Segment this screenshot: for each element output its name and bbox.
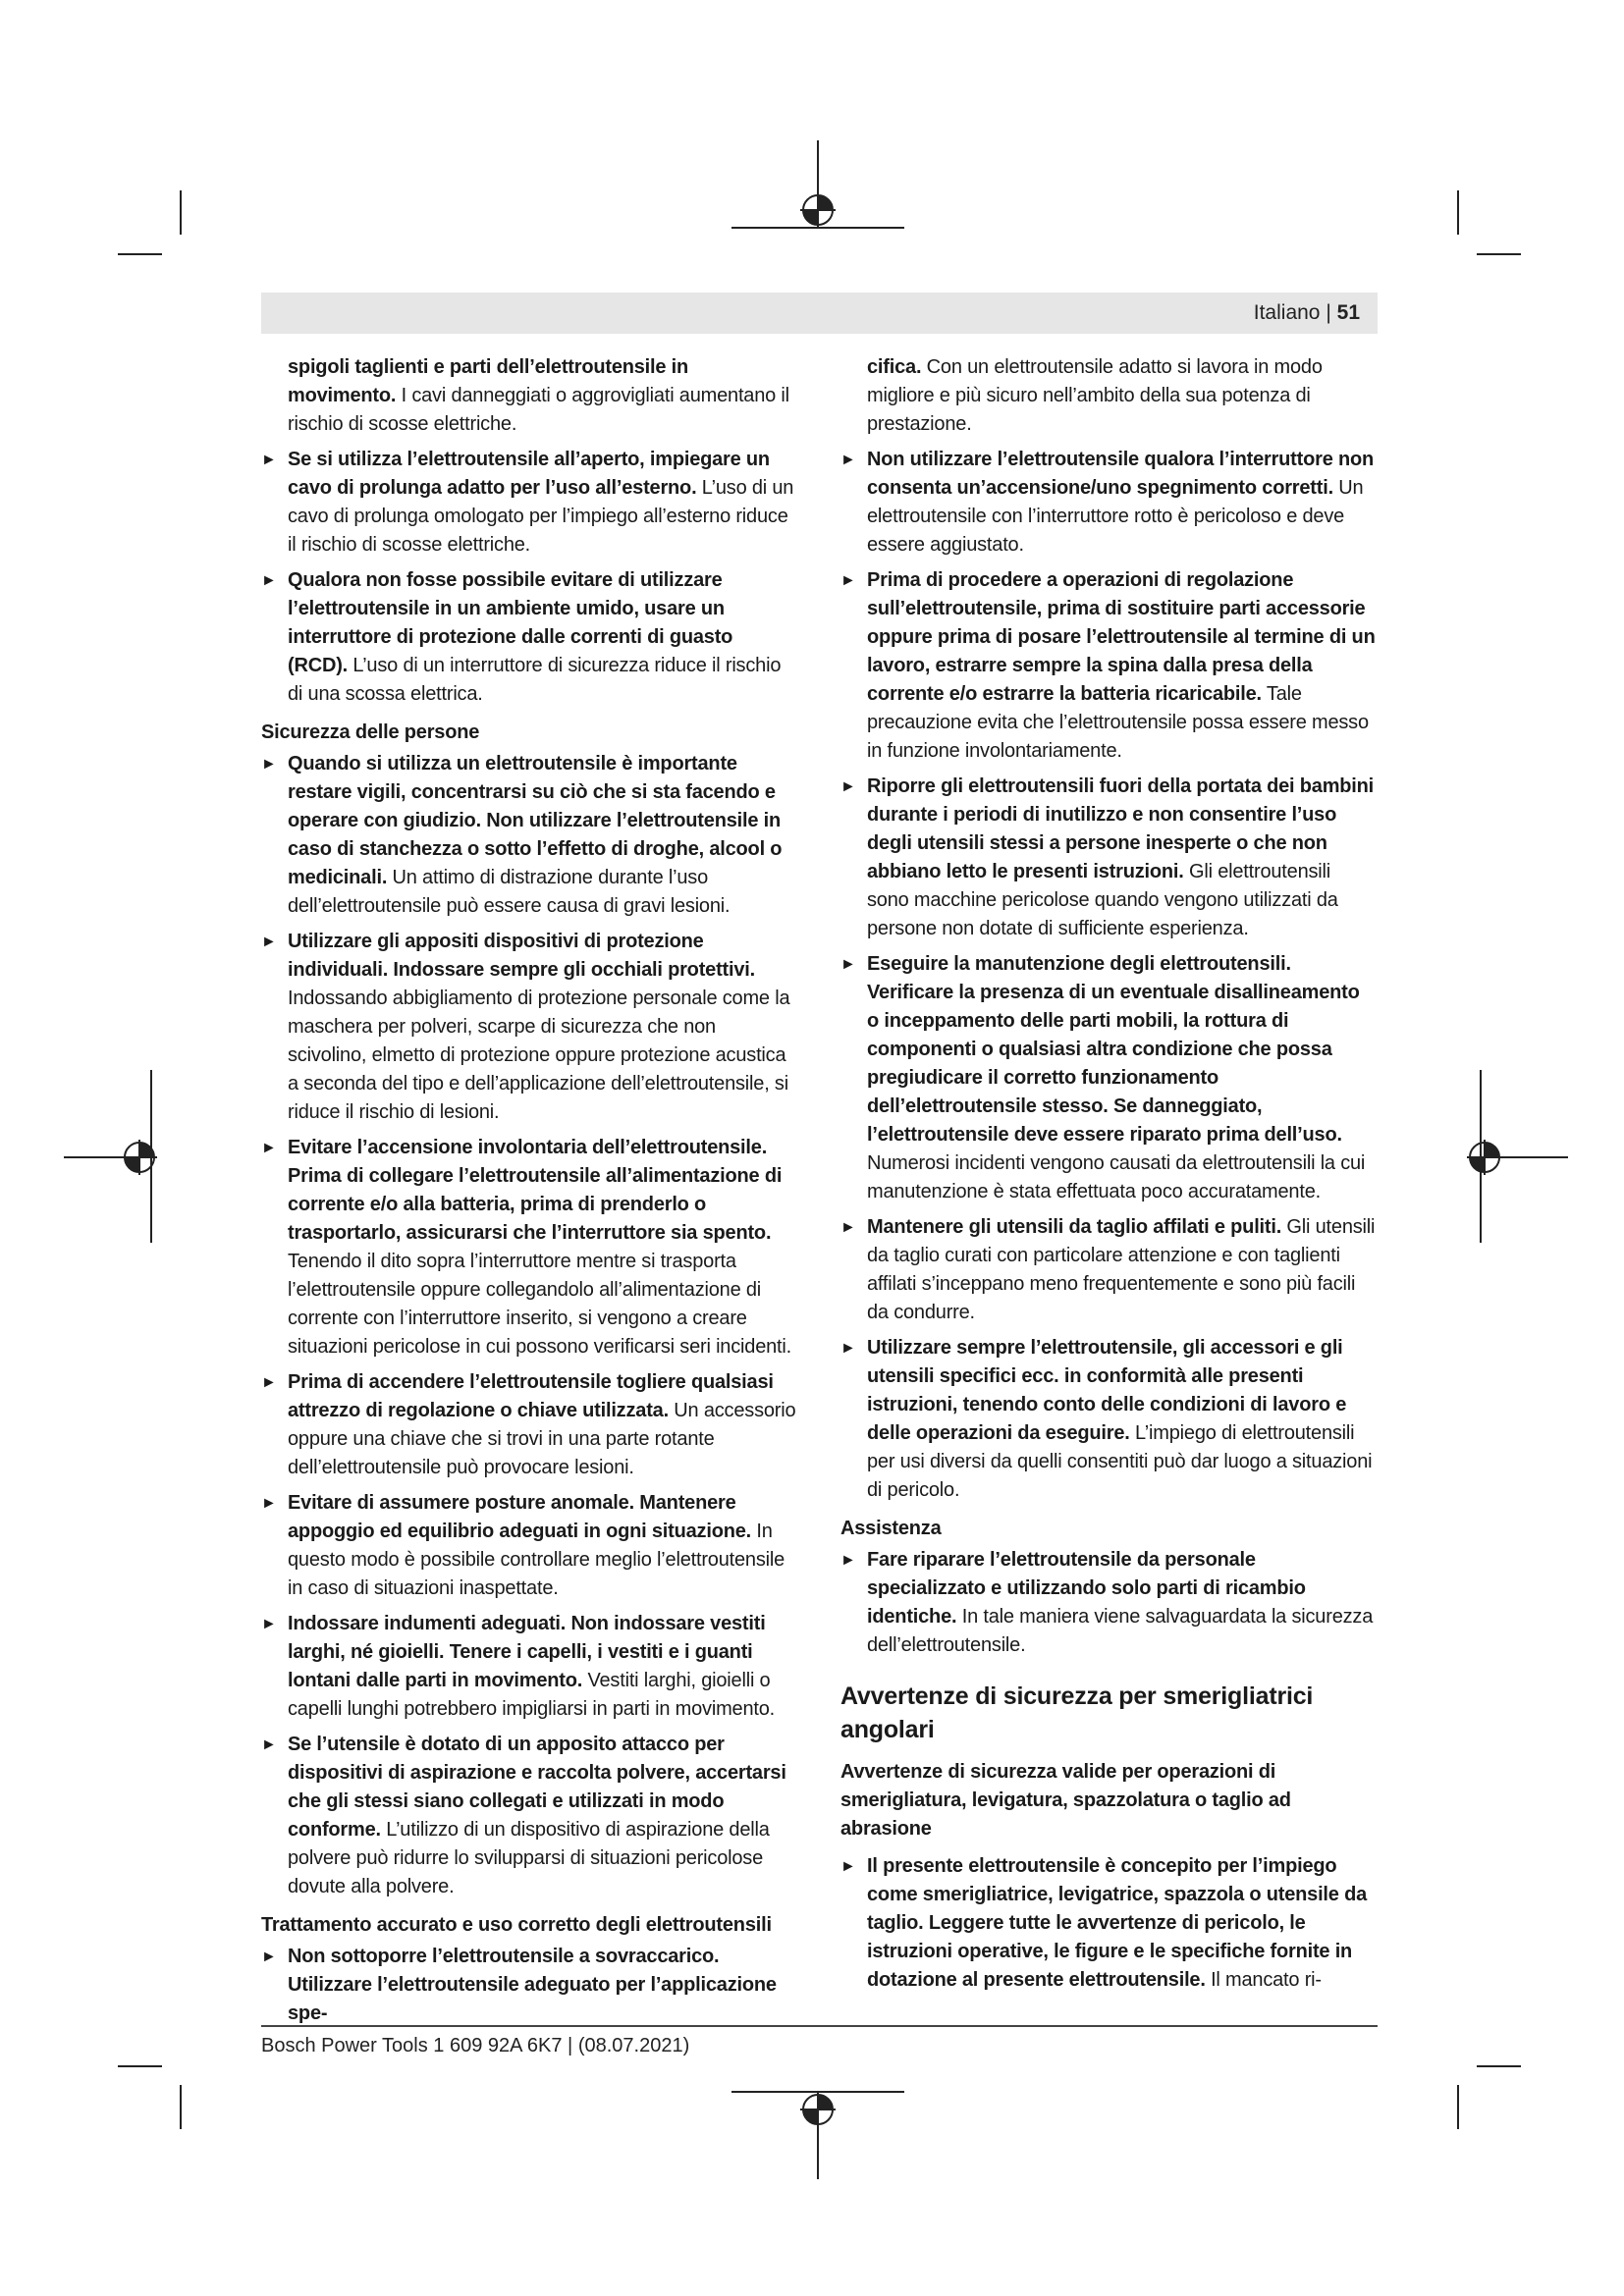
header-text xyxy=(1254,298,1360,328)
item-bold: Se l’utensile è dotato di un apposito attacco per dispositivi di aspirazione e raccolta polvere, accertarsi che gli stessi siano collegati e utilizzati in modo conforme. xyxy=(288,1734,786,1841)
footer-rule xyxy=(261,2025,1378,2027)
item-bold: Riporre gli elettroutensili fuori della portata dei bambini durante i periodi di inutilizzo e non consentire l’uso degli utensili stessi a persone inesperte o che non abbiano letto le presenti istruzioni. xyxy=(867,775,1375,882)
crop-mark xyxy=(118,2065,162,2067)
item-text: L’utilizzo di un dispositivo di aspirazione della polvere può ridurre lo svilupparsi di situazioni pericolose dovute alla polvere. xyxy=(288,1819,770,1897)
item-text: L’impiego di elettroutensili per usi diversi da quelli consentiti può dar luogo a situazioni di pericolo. xyxy=(867,1422,1373,1501)
item-bold: Utilizzare gli appositi dispositivi di protezione individuali. Indossare sempre gli occhiali protettivi. xyxy=(288,931,755,981)
item-text: I cavi danneggiati o aggrovigliati aumentano il rischio di scosse elettriche. xyxy=(288,385,789,435)
item-bold: Evitare di assumere posture anomale. Mantenere appoggio ed equilibrio adeguati in ogni situazione. xyxy=(288,1492,752,1542)
list-item xyxy=(261,1610,796,1724)
item-bold: Prima di procedere a operazioni di regolazione sull’elettroutensile, prima di sostituire parti accessorie oppure prima di posare l’elettroutensile al termine di un lavoro, estrarre sempre la spina dalla presa della corrente e/o estrarre la batteria ricaricabile. xyxy=(867,569,1376,705)
list-item xyxy=(261,353,796,439)
crop-mark xyxy=(180,190,182,235)
list-item xyxy=(840,1334,1376,1505)
item-bold: Qualora non fosse possibile evitare di utilizzare l’elettroutensile in un ambiente umido, usare un interruttore di protezione dalle correnti di guasto (RCD). xyxy=(288,569,733,676)
list-item xyxy=(261,1943,796,2028)
crop-mark xyxy=(1477,253,1521,255)
item-text: L’uso di un cavo di prolunga omologato per l’impiego all’esterno riduce il rischio di scosse elettriche. xyxy=(288,477,794,556)
item-text: Vestiti larghi, gioielli o capelli lunghi potrebbero impigliarsi in parti in movimento. xyxy=(288,1670,776,1720)
section-subtitle: Avvertenze di sicurezza valide per operazioni di smerigliatura, levigatura, spazzolatura o taglio ad abrasione xyxy=(840,1761,1291,1840)
bullet-arrow-icon: ► xyxy=(840,778,856,795)
item-text: In questo modo è possibile controllare meglio l’elettroutensile in caso di situazioni inaspettate. xyxy=(288,1521,785,1599)
bullet-arrow-icon: ► xyxy=(840,452,856,468)
section-heading: Trattamento accurato e uso corretto degli elettroutensili xyxy=(261,1914,772,1936)
bullet-arrow-icon: ► xyxy=(261,1616,277,1632)
bullet-arrow-icon: ► xyxy=(840,956,856,973)
item-text: Indossando abbigliamento di protezione personale come la maschera per polveri, scarpe di sicurezza che non scivolino, elmetto di protezione oppure protezione acustica a seconda del tipo e dell’applicazione dell’elettroutensile, si riduce il rischio di lesioni. xyxy=(288,988,790,1123)
item-text: Gli utensili da taglio curati con particolare attenzione e con taglienti affilati s’inceppano meno frequentemente e sono più facili da condurre. xyxy=(867,1216,1376,1323)
section-title: Avvertenze di sicurezza per smerigliatrici angolari xyxy=(840,1682,1314,1743)
list xyxy=(840,446,1376,1505)
item-text: Numerosi incidenti vengono causati da elettroutensili la cui manutenzione è stata effettuata poco accuratamente. xyxy=(867,1152,1366,1202)
registration-target-icon xyxy=(800,192,836,228)
item-bold: cifica. xyxy=(867,356,922,378)
section-heading: Sicurezza delle persone xyxy=(261,721,480,743)
list-item xyxy=(840,353,1376,439)
item-text: Un accessorio oppure una chiave che si trovi in una parte rotante dell’elettroutensile può provocare lesioni. xyxy=(288,1400,796,1478)
registration-target-icon xyxy=(1467,1140,1502,1175)
list-item xyxy=(261,566,796,709)
crop-mark xyxy=(118,253,162,255)
list-item xyxy=(261,1731,796,1901)
bullet-arrow-icon: ► xyxy=(261,1736,277,1753)
item-bold: Indossare indumenti adeguati. Non indossare vestiti larghi, né gioielli. Tenere i capelli, i vestiti e i guanti lontani dalle parti in movimento. xyxy=(288,1613,766,1691)
item-text: Gli elettroutensili sono macchine pericolose quando vengono utilizzati da persone non dotate di sufficiente esperienza. xyxy=(867,861,1338,939)
list-item xyxy=(840,773,1376,943)
page-header xyxy=(261,293,1378,334)
item-bold: Eseguire la manutenzione degli elettroutensili. Verificare la presenza di un eventuale disallineamento o inceppamento delle parti mobili, la rottura di componenti o qualsiasi altra condizione che possa pregiudicare il corretto funzionamento dell’elettroutensile stesso. Se danneggiato, l’elettroutensile deve essere riparato prima dell’uso. xyxy=(867,953,1360,1146)
list-item xyxy=(261,1368,796,1482)
list xyxy=(261,750,796,1901)
item-bold: Non sottoporre l’elettroutensile a sovraccarico. Utilizzare l’elettroutensile adeguato per l’applicazione spe- xyxy=(288,1946,777,2024)
list-item xyxy=(261,1134,796,1362)
bullet-arrow-icon: ► xyxy=(261,452,277,468)
crop-mark xyxy=(1457,2085,1459,2129)
list xyxy=(261,1943,796,2028)
crop-mark xyxy=(180,2085,182,2129)
item-text: Con un elettroutensile adatto si lavora in modo migliore e più sicuro nell’ambito della sua potenza di prestazione. xyxy=(867,356,1323,435)
list-item xyxy=(840,1213,1376,1327)
crop-mark xyxy=(1457,190,1459,235)
item-bold: Utilizzare sempre l’elettroutensile, gli accessori e gli utensili specifici ecc. in conformità alle presenti istruzioni, tenendo conto delle condizioni di lavoro e delle operazioni da eseguire. xyxy=(867,1337,1347,1444)
list xyxy=(261,446,796,709)
crop-mark xyxy=(1477,2065,1521,2067)
bullet-arrow-icon: ► xyxy=(261,1949,277,1965)
bullet-arrow-icon: ► xyxy=(261,934,277,950)
bullet-arrow-icon: ► xyxy=(840,1858,856,1875)
item-text: Il mancato ri- xyxy=(1205,1969,1322,1991)
list-item xyxy=(261,446,796,560)
item-bold: Prima di accendere l’elettroutensile togliere qualsiasi attrezzo di regolazione o chiave utilizzata. xyxy=(288,1371,774,1421)
bullet-arrow-icon: ► xyxy=(840,1340,856,1357)
registration-target-icon xyxy=(122,1140,157,1175)
right-column xyxy=(840,353,1376,2002)
bullet-arrow-icon: ► xyxy=(261,1495,277,1512)
list-item xyxy=(840,446,1376,560)
bullet-arrow-icon: ► xyxy=(261,1374,277,1391)
item-text: Tale precauzione evita che l’elettroutensile possa essere messo in funzione involontariamente. xyxy=(867,683,1369,762)
bullet-arrow-icon: ► xyxy=(840,1219,856,1236)
item-bold: Non utilizzare l’elettroutensile qualora l’interruttore non consenta un’accensione/uno spegnimento corretti. xyxy=(867,449,1375,499)
bullet-arrow-icon: ► xyxy=(261,572,277,589)
list-item xyxy=(840,566,1376,766)
list-item xyxy=(261,928,796,1127)
item-bold: Se si utilizza l’elettroutensile all’aperto, impiegare un cavo di prolunga adatto per l’uso all’esterno. xyxy=(288,449,770,499)
list-item xyxy=(261,1489,796,1603)
item-bold: Il presente elettroutensile è concepito per l’impiego come smerigliatrice, levigatrice, spazzola o utensile da taglio. Leggere tutte le avvertenze di pericolo, le istruzioni operative, le figure e le specifiche fornite in dotazione al presente elettroutensile. xyxy=(867,1855,1368,1991)
list-item xyxy=(261,750,796,921)
list xyxy=(840,1546,1376,1660)
bullet-arrow-icon: ► xyxy=(261,756,277,773)
section-heading: Assistenza xyxy=(840,1518,942,1539)
item-bold: Quando si utilizza un elettroutensile è importante restare vigili, concentrarsi su ciò che si sta facendo e operare con giudizio. Non utilizzare l’elettroutensile in caso di stanchezza o sotto l’effetto di droghe, alcool o medicinali. xyxy=(288,753,783,888)
item-bold: Fare riparare l’elettroutensile da personale specializzato e utilizzando solo parti di ricambio identiche. xyxy=(867,1549,1306,1628)
item-bold: spigoli taglienti e parti dell’elettroutensile in movimento. xyxy=(288,356,689,406)
page-number: 51 xyxy=(1336,301,1360,324)
item-bold: Evitare l’accensione involontaria dell’elettroutensile. Prima di collegare l’elettroutensile all’alimentazione di corrente e/o alla batteria, prima di prenderlo o trasportarlo, assicurarsi che l’interruttore sia spento. xyxy=(288,1137,783,1244)
bullet-arrow-icon: ► xyxy=(840,1552,856,1569)
item-text: Un elettroutensile con l’interruttore rotto è pericoloso e deve essere aggiustato. xyxy=(867,477,1364,556)
item-bold: Mantenere gli utensili da taglio affilati e puliti. xyxy=(867,1216,1282,1238)
list-item xyxy=(840,1546,1376,1660)
list-item xyxy=(840,950,1376,1206)
header-language: Italiano xyxy=(1253,301,1321,324)
left-column xyxy=(261,353,796,2035)
bullet-arrow-icon: ► xyxy=(840,572,856,589)
bullet-arrow-icon: ► xyxy=(261,1140,277,1156)
footer-text: Bosch Power Tools 1 609 92A 6K7 | (08.07.2021) xyxy=(261,2035,690,2056)
item-text: In tale maniera viene salvaguardata la sicurezza dell’elettroutensile. xyxy=(867,1606,1374,1656)
item-text: Tenendo il dito sopra l’interruttore mentre si trasporta l’elettroutensile oppure collegandolo all’alimentazione di corrente con l’interruttore inserito, si vengono a creare situazioni pericolose in cui possono verificarsi seri incidenti. xyxy=(288,1251,792,1358)
item-text: L’uso di un interruttore di sicurezza riduce il rischio di una scossa elettrica. xyxy=(288,655,782,705)
list-item xyxy=(840,1852,1376,1995)
registration-target-icon xyxy=(800,2092,836,2127)
list xyxy=(840,1852,1376,1995)
item-text: Un attimo di distrazione durante l’uso dell’elettroutensile può essere causa di gravi lesioni. xyxy=(288,867,731,917)
header-separator: | xyxy=(1326,301,1331,324)
